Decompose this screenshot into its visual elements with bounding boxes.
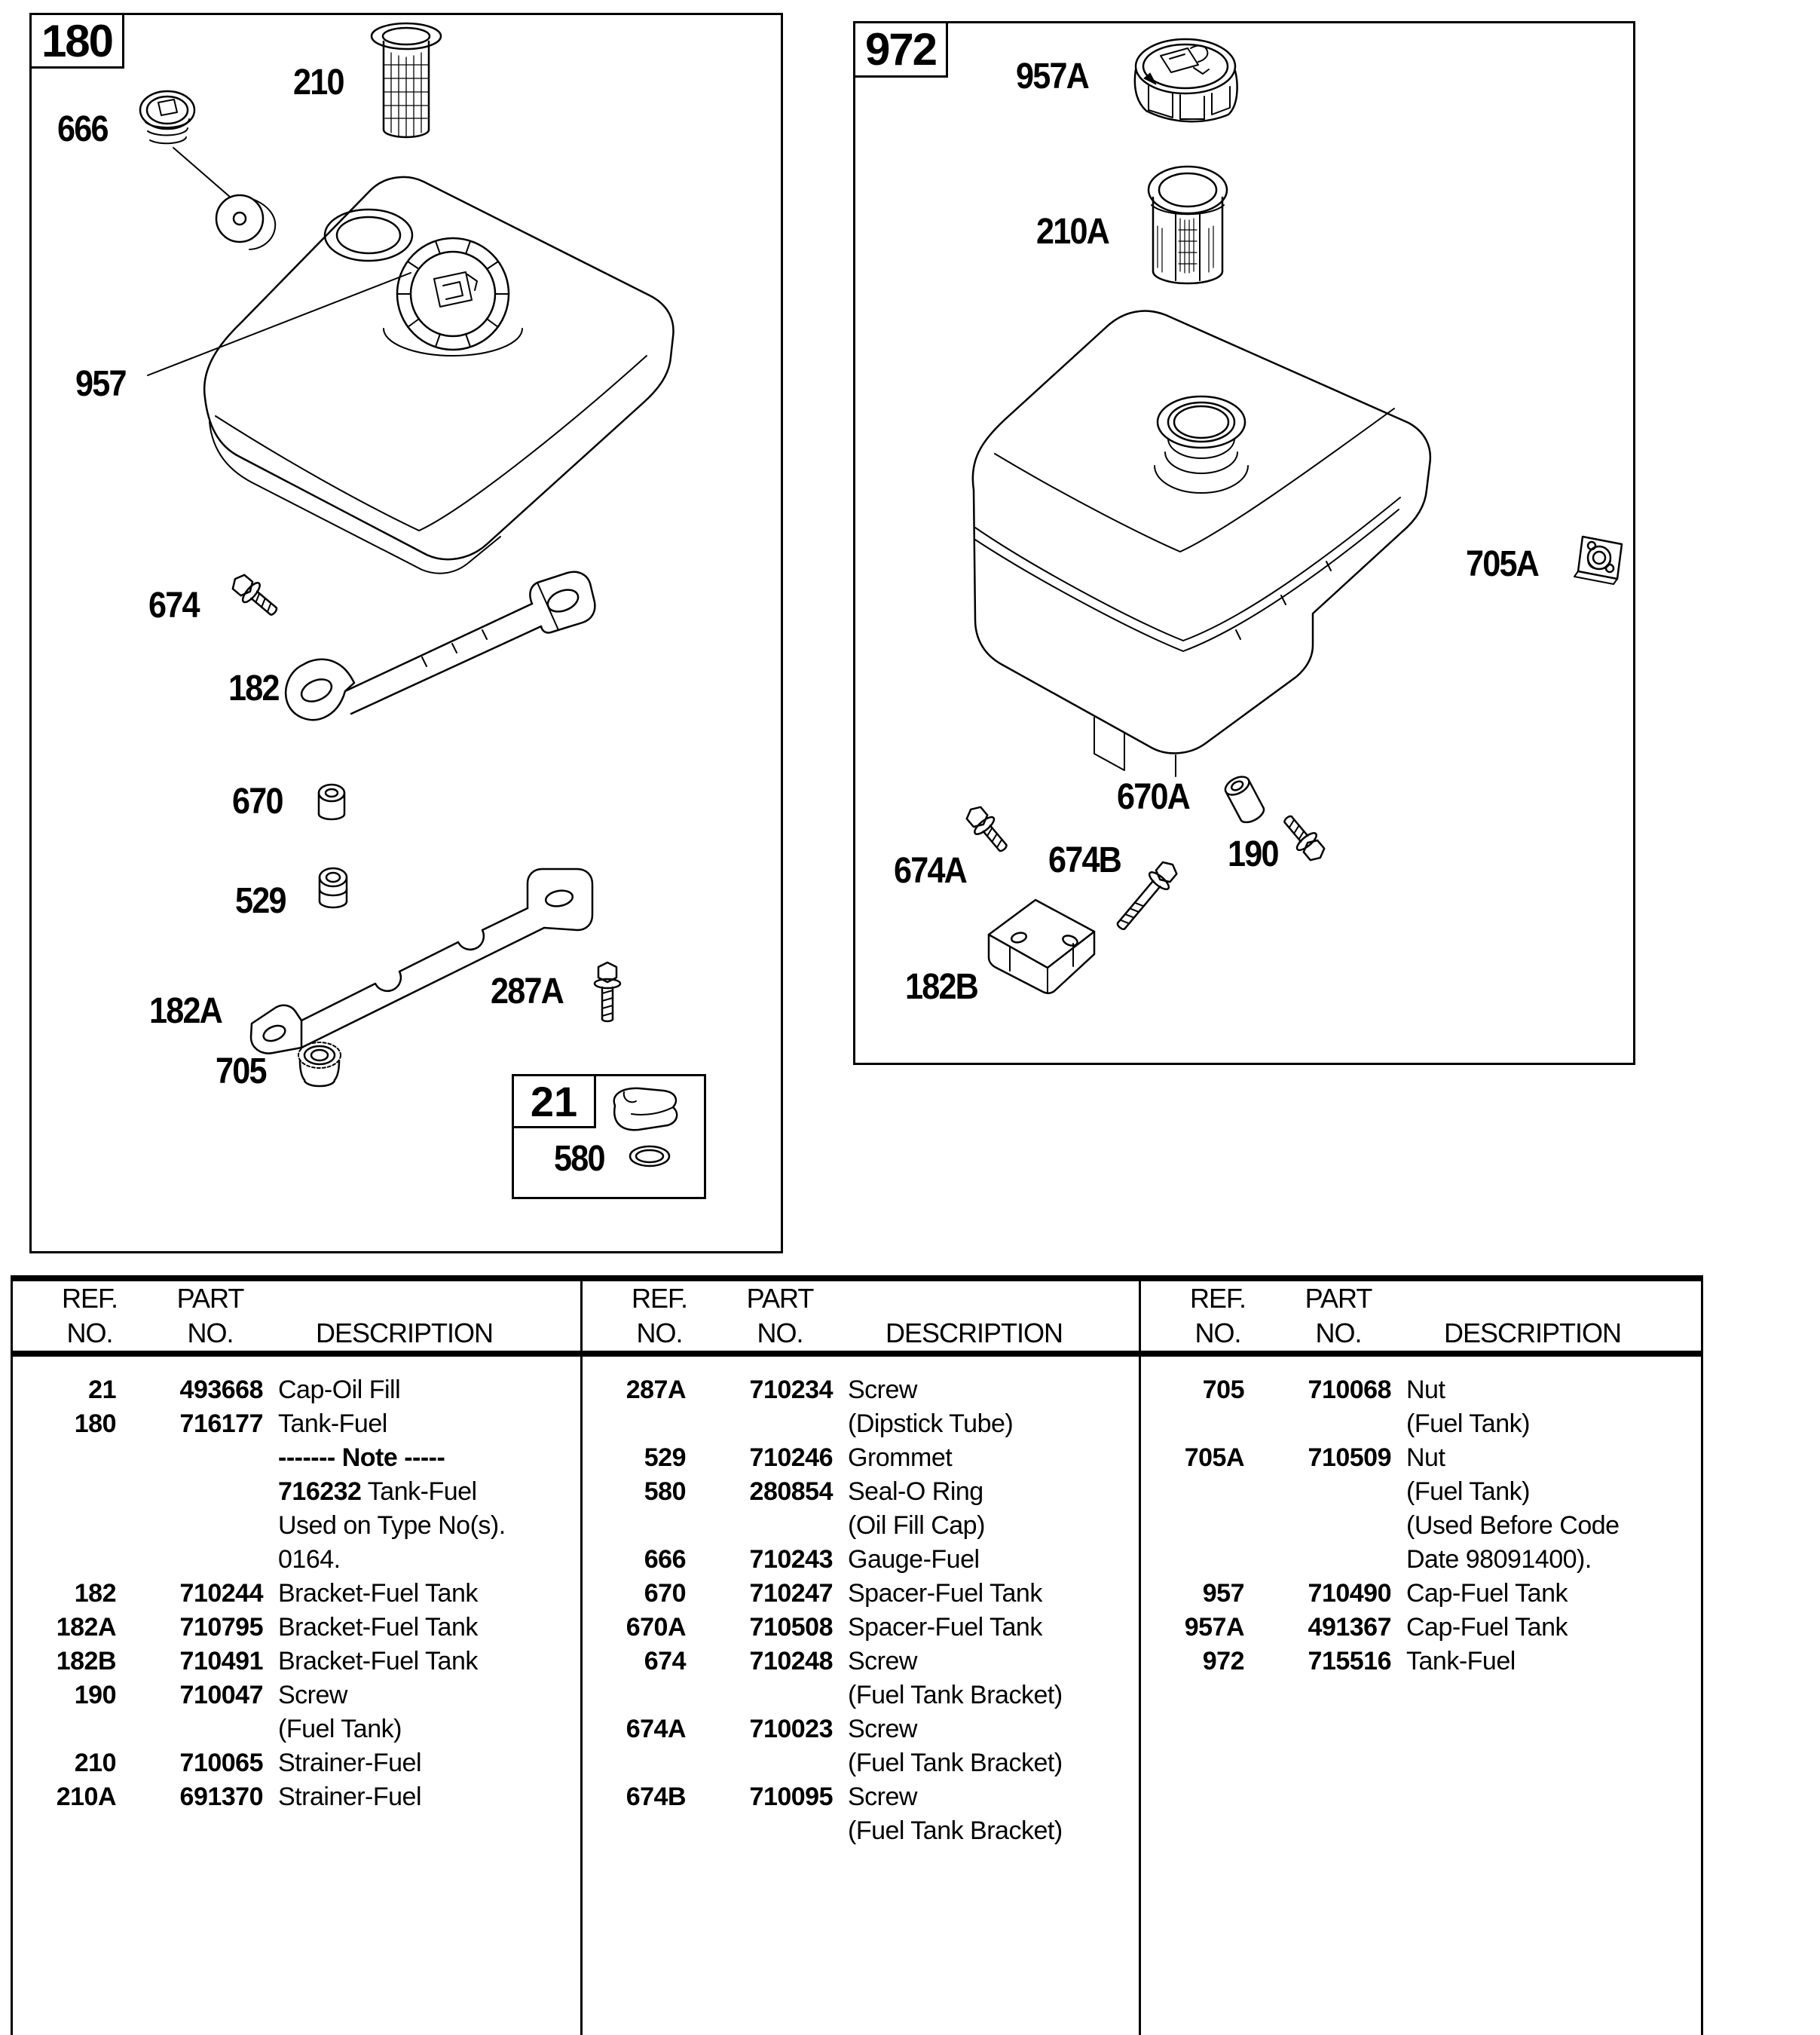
diagram-ref-label-972 bbox=[853, 21, 948, 78]
table-right-border bbox=[1701, 1275, 1703, 2035]
ref-header-line1: REF. bbox=[61, 1283, 118, 1314]
part-label-580: 580 bbox=[554, 1139, 604, 1179]
part-no-header bbox=[146, 1281, 274, 1351]
description-cell: Tank-Fuel bbox=[278, 1409, 387, 1438]
part-no-cell: 710246 bbox=[749, 1443, 833, 1472]
part-no-cell: 710248 bbox=[749, 1647, 833, 1675]
ref-no-header bbox=[603, 1281, 716, 1351]
description-cell: Strainer-Fuel bbox=[278, 1749, 422, 1777]
description-cell: Bracket-Fuel Tank bbox=[278, 1579, 478, 1608]
part-no-cell: 716177 bbox=[179, 1409, 263, 1438]
table-row bbox=[33, 1611, 580, 1645]
description-cell: (Fuel Tank Bracket) bbox=[848, 1749, 1063, 1777]
part-label-674B: 674B bbox=[1048, 840, 1121, 880]
part-no-cell: 710065 bbox=[179, 1749, 263, 1777]
table-section-2-rows bbox=[580, 1373, 1139, 1848]
description-cell: Spacer-Fuel Tank bbox=[848, 1579, 1042, 1608]
description-cell: (Dipstick Tube) bbox=[848, 1409, 1014, 1438]
ref-no-cell: 957A bbox=[1184, 1613, 1244, 1642]
part-label-674A: 674A bbox=[894, 851, 967, 891]
ref-no-cell bbox=[603, 1678, 686, 1712]
ref-header-line2: NO. bbox=[66, 1317, 113, 1348]
table-header-section-1 bbox=[11, 1281, 580, 1351]
table-row bbox=[33, 1407, 580, 1441]
description-cell: (Fuel Tank) bbox=[1406, 1409, 1530, 1438]
ref-no-cell bbox=[33, 1475, 116, 1509]
part-no-cell bbox=[686, 1746, 833, 1780]
part-no-cell bbox=[116, 1543, 263, 1577]
part-no-cell: 710068 bbox=[1308, 1376, 1391, 1404]
table-row bbox=[603, 1543, 1139, 1577]
table-row bbox=[1161, 1509, 1701, 1543]
part-header-line1: PART bbox=[746, 1283, 814, 1314]
table-row bbox=[603, 1780, 1139, 1814]
part-no-cell bbox=[686, 1407, 833, 1441]
part-label-705: 705 bbox=[216, 1051, 266, 1091]
part-no-cell bbox=[116, 1712, 263, 1746]
part-no-cell bbox=[1244, 1509, 1391, 1543]
ref-no-cell: 972 bbox=[1202, 1647, 1244, 1675]
description-header bbox=[1402, 1281, 1701, 1351]
description-cell: Tank-Fuel bbox=[1406, 1647, 1516, 1675]
description-header bbox=[274, 1281, 580, 1351]
part-label-957A: 957A bbox=[1016, 57, 1089, 96]
part-no-cell bbox=[116, 1441, 263, 1475]
table-row bbox=[33, 1543, 580, 1577]
ref-no-cell: 674A bbox=[626, 1715, 686, 1743]
ref-no-cell bbox=[33, 1712, 116, 1746]
part-no-header bbox=[1274, 1281, 1402, 1351]
part-no-cell bbox=[1244, 1543, 1391, 1577]
description-cell: (Fuel Tank) bbox=[1406, 1477, 1530, 1506]
ref-no-header bbox=[1161, 1281, 1274, 1351]
part-no-cell: 710047 bbox=[179, 1681, 263, 1709]
table-row bbox=[33, 1475, 580, 1509]
ref-no-cell bbox=[603, 1814, 686, 1848]
diagram-ref-label-180-text: 180 bbox=[41, 15, 113, 66]
part-label-705A: 705A bbox=[1466, 544, 1539, 584]
part-no-cell: 710491 bbox=[179, 1647, 263, 1675]
table-row bbox=[603, 1407, 1139, 1441]
ref-no-cell: 182 bbox=[74, 1579, 116, 1608]
ref-no-cell bbox=[603, 1509, 686, 1543]
description-header-text: DESCRIPTION bbox=[316, 1317, 494, 1348]
table-row bbox=[603, 1746, 1139, 1780]
part-no-cell: 710795 bbox=[179, 1613, 263, 1642]
description-header-text: DESCRIPTION bbox=[1444, 1317, 1622, 1348]
description-cell: Screw bbox=[848, 1647, 917, 1675]
ref-no-cell: 666 bbox=[644, 1545, 686, 1574]
description-cell: Seal-O Ring bbox=[848, 1477, 983, 1506]
description-cell: Gauge-Fuel bbox=[848, 1545, 980, 1574]
ref-no-cell bbox=[33, 1543, 116, 1577]
diagram-ref-label-21-text: 21 bbox=[530, 1077, 578, 1125]
ref-no-cell: 670A bbox=[626, 1613, 686, 1642]
table-row bbox=[33, 1441, 580, 1475]
table-row bbox=[603, 1441, 1139, 1475]
part-header-line1: PART bbox=[176, 1283, 244, 1314]
description-cell: Strainer-Fuel bbox=[278, 1783, 422, 1811]
table-row bbox=[33, 1373, 580, 1407]
table-row bbox=[603, 1577, 1139, 1611]
table-row bbox=[33, 1712, 580, 1746]
ref-no-cell: 287A bbox=[626, 1376, 686, 1404]
part-no-cell: 715516 bbox=[1308, 1647, 1391, 1675]
part-no-cell: 710509 bbox=[1308, 1443, 1391, 1472]
part-no-cell: 493668 bbox=[179, 1376, 263, 1404]
ref-no-cell bbox=[603, 1407, 686, 1441]
table-row bbox=[1161, 1611, 1701, 1645]
part-no-cell: 691370 bbox=[179, 1783, 263, 1811]
ref-header-line2: NO. bbox=[636, 1317, 683, 1348]
table-section-1-rows bbox=[11, 1373, 580, 1814]
part-no-cell bbox=[686, 1814, 833, 1848]
description-header-text: DESCRIPTION bbox=[886, 1317, 1063, 1348]
part-label-190: 190 bbox=[1228, 834, 1278, 874]
table-top-border bbox=[11, 1275, 1703, 1281]
ref-no-cell: 670 bbox=[644, 1579, 686, 1608]
description-cell: (Fuel Tank Bracket) bbox=[848, 1681, 1063, 1709]
ref-no-cell bbox=[33, 1441, 116, 1475]
table-row bbox=[33, 1577, 580, 1611]
ref-no-cell: 190 bbox=[74, 1681, 116, 1709]
table-row bbox=[603, 1475, 1139, 1509]
description-cell: (Fuel Tank) bbox=[278, 1715, 402, 1743]
ref-no-cell bbox=[33, 1509, 116, 1543]
description-cell: Screw bbox=[848, 1715, 917, 1743]
part-no-cell bbox=[1244, 1475, 1391, 1509]
part-no-cell: 710023 bbox=[749, 1715, 833, 1743]
diagram-box-972 bbox=[853, 21, 1635, 1065]
table-row bbox=[603, 1814, 1139, 1848]
description-cell: Screw bbox=[278, 1681, 347, 1709]
part-label-287A: 287A bbox=[491, 972, 564, 1011]
part-label-182A: 182A bbox=[149, 991, 222, 1031]
ref-no-cell: 705 bbox=[1202, 1376, 1244, 1404]
ref-no-cell: 210 bbox=[74, 1749, 116, 1777]
part-no-cell: 280854 bbox=[749, 1477, 833, 1506]
ref-no-cell bbox=[1161, 1509, 1244, 1543]
ref-no-cell bbox=[1161, 1543, 1244, 1577]
description-cell: Bracket-Fuel Tank bbox=[278, 1613, 478, 1642]
description-cell: (Oil Fill Cap) bbox=[848, 1511, 985, 1540]
table-row bbox=[603, 1373, 1139, 1407]
description-cell: Screw bbox=[848, 1376, 917, 1404]
ref-no-cell: 182A bbox=[56, 1613, 116, 1642]
ref-no-cell bbox=[1161, 1475, 1244, 1509]
table-row bbox=[1161, 1407, 1701, 1441]
description-cell: Grommet bbox=[848, 1443, 953, 1472]
diagram-ref-label-21 bbox=[512, 1074, 596, 1128]
part-no-cell: 710234 bbox=[749, 1376, 833, 1404]
ref-no-cell bbox=[1161, 1407, 1244, 1441]
ref-no-cell: 529 bbox=[644, 1443, 686, 1472]
table-row bbox=[1161, 1441, 1701, 1475]
description-header bbox=[844, 1281, 1139, 1351]
part-label-666: 666 bbox=[57, 109, 108, 149]
description-cell: Cap-Oil Fill bbox=[278, 1376, 401, 1404]
description-cell: Screw bbox=[848, 1783, 917, 1811]
description-cell: Date 98091400). bbox=[1406, 1545, 1592, 1574]
description-cell: Spacer-Fuel Tank bbox=[848, 1613, 1042, 1642]
part-label-957: 957 bbox=[75, 364, 126, 404]
table-row bbox=[603, 1645, 1139, 1678]
table-row bbox=[33, 1746, 580, 1780]
part-no-cell: 491367 bbox=[1308, 1613, 1391, 1642]
description-cell: Nut bbox=[1406, 1376, 1445, 1404]
ref-header-line1: REF. bbox=[631, 1283, 687, 1314]
description-cell: Cap-Fuel Tank bbox=[1406, 1579, 1568, 1608]
description-cell: Used on Type No(s). bbox=[278, 1511, 506, 1540]
part-no-cell: 710243 bbox=[749, 1545, 833, 1574]
table-row bbox=[33, 1678, 580, 1712]
ref-no-cell: 957 bbox=[1202, 1579, 1244, 1608]
part-no-cell: 710244 bbox=[179, 1579, 263, 1608]
part-label-529: 529 bbox=[235, 881, 286, 921]
part-label-182: 182 bbox=[228, 669, 279, 708]
part-no-cell: 710508 bbox=[749, 1613, 833, 1642]
table-header-section-2 bbox=[580, 1281, 1139, 1351]
table-row bbox=[1161, 1373, 1701, 1407]
table-row bbox=[603, 1509, 1139, 1543]
part-no-cell bbox=[686, 1509, 833, 1543]
diagram-ref-label-180 bbox=[29, 13, 124, 69]
description-cell: Nut bbox=[1406, 1443, 1445, 1472]
diagram-box-180 bbox=[29, 13, 783, 1253]
ref-no-cell: 180 bbox=[74, 1409, 116, 1438]
part-no-cell bbox=[1244, 1407, 1391, 1441]
ref-no-header bbox=[33, 1281, 146, 1351]
table-row bbox=[1161, 1645, 1701, 1678]
table-header-underline bbox=[11, 1351, 1703, 1357]
ref-no-cell bbox=[603, 1746, 686, 1780]
table-row bbox=[1161, 1577, 1701, 1611]
description-cell: Cap-Fuel Tank bbox=[1406, 1613, 1568, 1642]
ref-no-cell: 182B bbox=[56, 1647, 116, 1675]
table-row bbox=[603, 1611, 1139, 1645]
part-no-cell bbox=[116, 1475, 263, 1509]
part-label-670A: 670A bbox=[1117, 777, 1190, 817]
part-label-182B: 182B bbox=[905, 967, 978, 1007]
ref-no-cell: 705A bbox=[1184, 1443, 1244, 1472]
ref-header-line2: NO. bbox=[1194, 1317, 1241, 1348]
part-no-header bbox=[716, 1281, 844, 1351]
ref-header-line1: REF. bbox=[1189, 1283, 1246, 1314]
table-header-section-3 bbox=[1139, 1281, 1701, 1351]
description-cell: ------- Note ----- bbox=[278, 1443, 445, 1472]
part-no-cell: 710490 bbox=[1308, 1579, 1391, 1608]
table-row bbox=[603, 1678, 1139, 1712]
part-header-line2: NO. bbox=[757, 1317, 803, 1348]
part-header-line1: PART bbox=[1305, 1283, 1372, 1314]
table-row bbox=[33, 1780, 580, 1814]
part-no-cell: 710095 bbox=[749, 1783, 833, 1811]
ref-no-cell: 210A bbox=[56, 1783, 116, 1811]
part-label-674: 674 bbox=[148, 586, 199, 626]
table-section-3-rows bbox=[1139, 1373, 1701, 1678]
table-row bbox=[603, 1712, 1139, 1746]
part-header-line2: NO. bbox=[187, 1317, 234, 1348]
table-row bbox=[1161, 1475, 1701, 1509]
part-header-line2: NO. bbox=[1315, 1317, 1362, 1348]
part-label-210: 210 bbox=[293, 63, 344, 103]
description-cell: (Used Before Code bbox=[1406, 1511, 1620, 1540]
diagram-ref-label-972-text: 972 bbox=[864, 24, 937, 75]
part-no-cell bbox=[686, 1678, 833, 1712]
description-cell: 716232 Tank-Fuel bbox=[278, 1477, 477, 1506]
table-row bbox=[1161, 1543, 1701, 1577]
description-cell: 0164. bbox=[278, 1545, 341, 1574]
table-row bbox=[33, 1509, 580, 1543]
sub-box-21 bbox=[512, 1074, 706, 1199]
ref-no-cell: 674 bbox=[644, 1647, 686, 1675]
ref-no-cell: 21 bbox=[88, 1376, 116, 1404]
part-no-cell: 710247 bbox=[749, 1579, 833, 1608]
ref-no-cell: 674B bbox=[626, 1783, 686, 1811]
table-row bbox=[33, 1645, 580, 1678]
part-no-cell bbox=[116, 1509, 263, 1543]
description-cell: Bracket-Fuel Tank bbox=[278, 1647, 478, 1675]
description-cell: (Fuel Tank Bracket) bbox=[848, 1816, 1063, 1845]
part-label-210A: 210A bbox=[1036, 212, 1109, 252]
ref-no-cell: 580 bbox=[644, 1477, 686, 1506]
part-label-670: 670 bbox=[232, 782, 283, 822]
